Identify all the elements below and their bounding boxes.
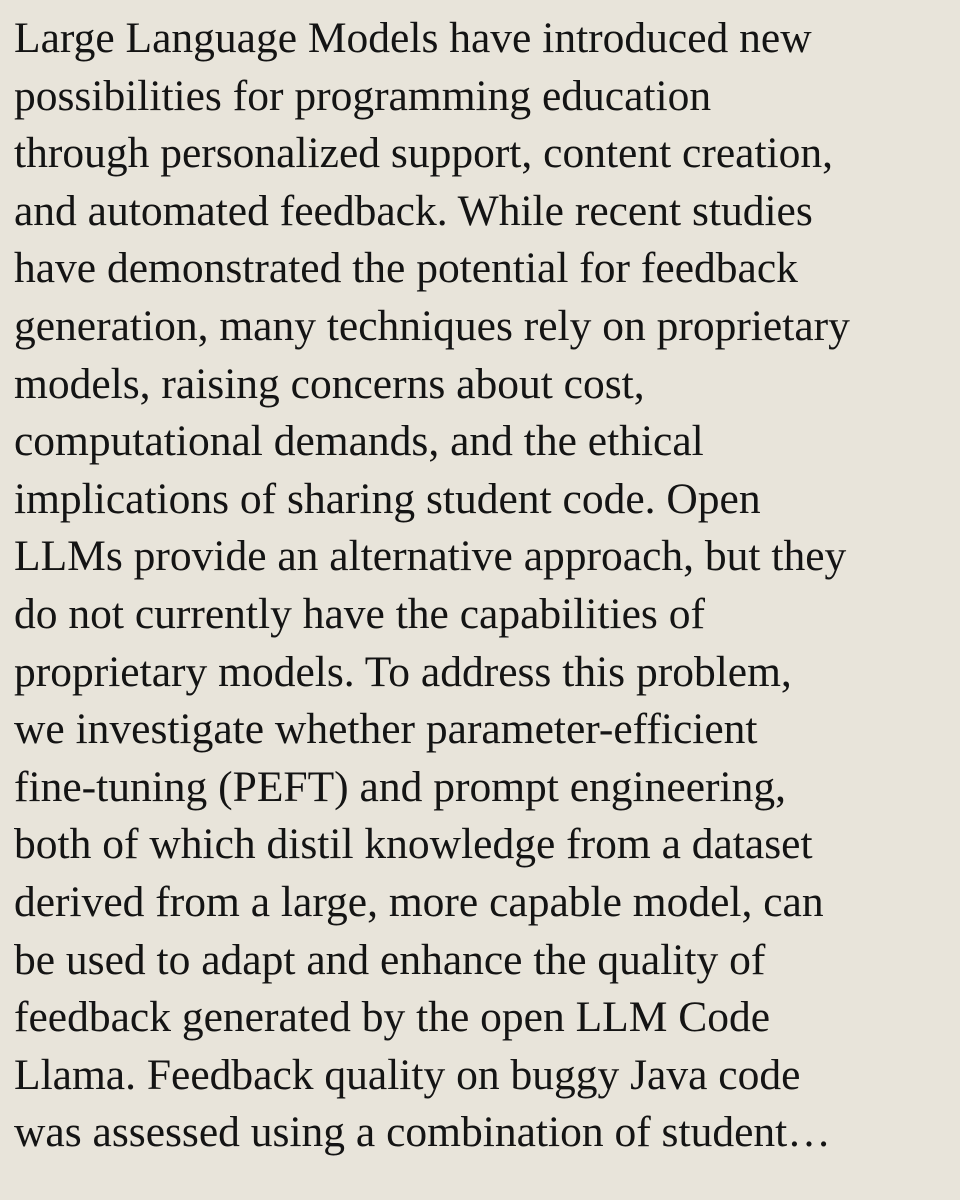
- text-line-4: and automated feedback. While recent studies: [14, 186, 813, 235]
- text-line-10: LLMs provide an alternative approach, but they: [14, 532, 847, 581]
- text-line-15: both of which distil knowledge from a dataset: [14, 820, 813, 869]
- text-line-17: be used to adapt and enhance the quality of: [14, 935, 766, 984]
- text-line-2: possibilities for programming education: [14, 71, 712, 120]
- text-line-9: implications of sharing student code. Open: [14, 474, 761, 523]
- text-line-5: have demonstrated the potential for feedback: [14, 244, 798, 293]
- text-line-12: proprietary models. To address this problem,: [14, 647, 792, 696]
- text-line-3: through personalized support, content creation,: [14, 129, 834, 178]
- text-line-16: derived from a large, more capable model, can: [14, 877, 824, 926]
- text-line-20: was assessed using a combination of student…: [14, 1108, 831, 1157]
- text-line-7: models, raising concerns about cost,: [14, 359, 645, 408]
- text-line-6: generation, many techniques rely on proprietary: [14, 301, 850, 350]
- text-line-13: we investigate whether parameter-efficient: [14, 705, 758, 754]
- text-line-1: Large Language Models have introduced new: [14, 14, 812, 62]
- text-line-8: computational demands, and the ethical: [14, 417, 704, 466]
- text-line-18: feedback generated by the open LLM Code: [14, 993, 771, 1042]
- text-line-11: do not currently have the capabilities of: [14, 589, 705, 638]
- abstract-text: [14, 10, 948, 1162]
- text-line-19: Llama. Feedback quality on buggy Java code: [14, 1050, 801, 1099]
- text-line-14: fine-tuning (PEFT) and prompt engineering,: [14, 762, 786, 811]
